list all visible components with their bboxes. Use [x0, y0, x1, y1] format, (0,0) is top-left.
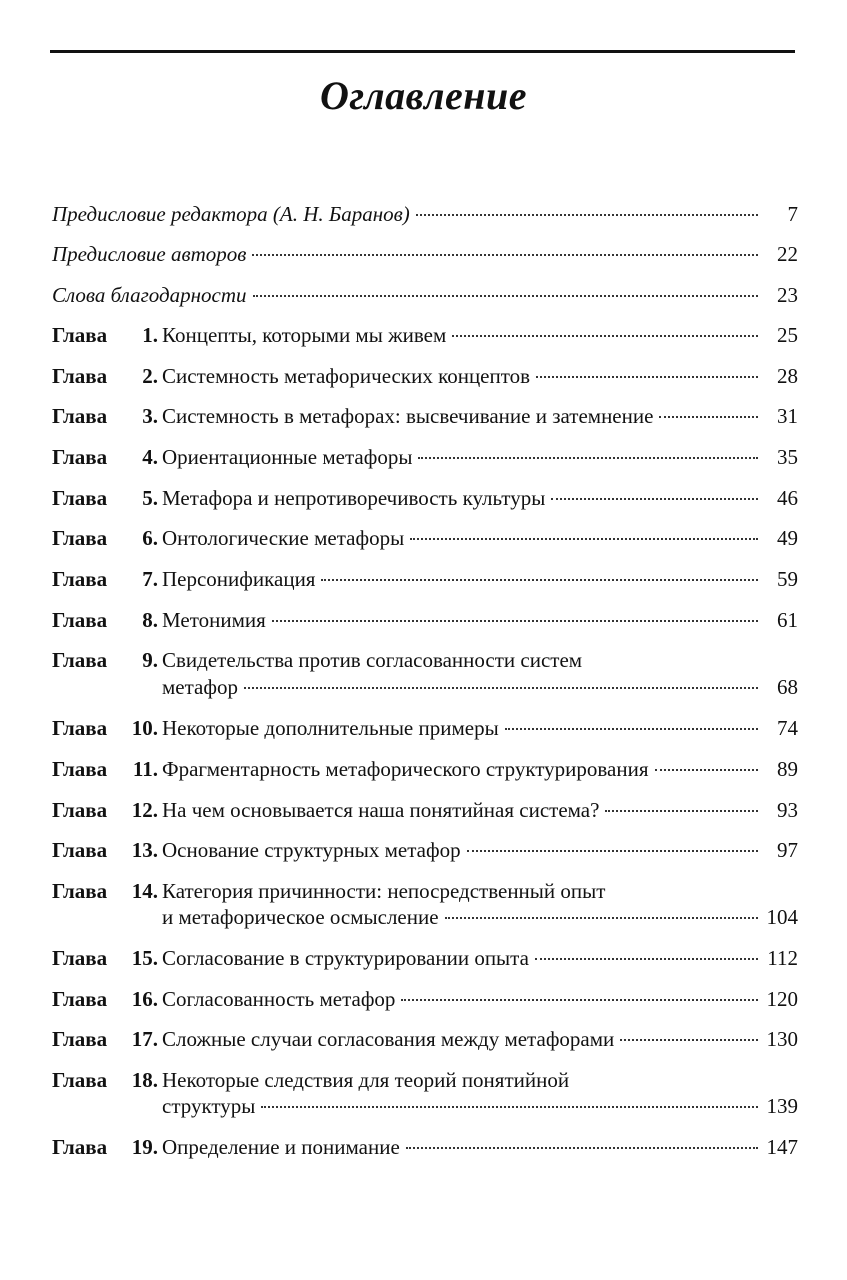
chapter-label — [52, 1068, 162, 1092]
chapter-number: 18. — [131, 1068, 158, 1092]
page-number: 46 — [777, 486, 798, 510]
page-number: 120 — [766, 987, 798, 1011]
chapter-label — [52, 1135, 162, 1159]
dot-leader — [401, 999, 758, 1001]
toc-chapter-entry[interactable] — [52, 946, 798, 970]
chapter-label — [52, 445, 162, 469]
chapter-label — [52, 946, 162, 970]
toc-chapter-entry[interactable] — [52, 323, 798, 347]
chapter-number: 15. — [131, 946, 158, 970]
toc-chapter-entry-continued[interactable] — [52, 1068, 798, 1092]
chapter-label — [52, 879, 162, 903]
dot-leader — [659, 416, 758, 418]
entry-title: Фрагментарность метафорического структурирования — [162, 757, 649, 781]
page-number: 7 — [787, 202, 798, 226]
chapter-word: Глава — [52, 648, 108, 672]
entry-title: Сложные случаи согласования между метафорами — [162, 1027, 615, 1051]
chapter-label — [52, 526, 162, 550]
page-number: 25 — [777, 323, 798, 347]
chapter-word: Глава — [52, 608, 108, 632]
page-number: 74 — [777, 716, 798, 740]
toc-front-entry[interactable] — [52, 283, 798, 307]
chapter-label — [52, 648, 162, 672]
dot-leader — [536, 376, 758, 378]
entry-title: Метафора и непротиворечивость культуры — [162, 486, 546, 510]
toc-chapter-entry[interactable] — [52, 838, 798, 862]
entry-title: и метафорическое осмысление — [162, 905, 439, 929]
page-number: 22 — [777, 242, 798, 266]
toc-front-entry[interactable] — [52, 242, 798, 266]
entry-title: метафор — [162, 675, 238, 699]
chapter-label — [52, 838, 162, 862]
chapter-number: 2. — [142, 364, 158, 388]
entry-title: Согласование в структурировании опыта — [162, 946, 529, 970]
page-number: 97 — [777, 838, 798, 862]
dot-leader — [252, 254, 758, 256]
entry-title: Ориентационные метафоры — [162, 445, 413, 469]
page-number: 31 — [777, 404, 798, 428]
chapter-label — [52, 323, 162, 347]
entry-title: Метонимия — [162, 608, 266, 632]
page-number: 23 — [777, 283, 798, 307]
chapter-word: Глава — [52, 567, 108, 591]
toc-chapter-entry[interactable] — [52, 987, 798, 1011]
page-number: 89 — [777, 757, 798, 781]
toc-chapter-entry[interactable] — [52, 404, 798, 428]
entry-title: Некоторые следствия для теорий понятийной — [162, 1068, 570, 1092]
chapter-number: 5. — [142, 486, 158, 510]
dot-leader — [445, 917, 758, 919]
chapter-word: Глава — [52, 1068, 108, 1092]
dot-leader — [467, 850, 758, 852]
chapter-word: Глава — [52, 526, 108, 550]
entry-title: Системность метафорических концептов — [162, 364, 531, 388]
toc-chapter-entry[interactable] — [52, 905, 798, 929]
chapter-word: Глава — [52, 486, 108, 510]
toc-chapter-entry-continued[interactable] — [52, 648, 798, 672]
toc-chapter-entry-continued[interactable] — [52, 879, 798, 903]
page-number: 59 — [777, 567, 798, 591]
dot-leader — [605, 810, 758, 812]
chapter-word: Глава — [52, 716, 108, 740]
chapter-word: Глава — [52, 1135, 108, 1159]
entry-title: Категория причинности: непосредственный опыт — [162, 879, 606, 903]
chapter-word: Глава — [52, 798, 108, 822]
chapter-word: Глава — [52, 946, 108, 970]
chapter-number: 4. — [142, 445, 158, 469]
dot-leader — [655, 769, 759, 771]
chapter-word: Глава — [52, 987, 108, 1011]
chapter-number: 11. — [132, 757, 158, 781]
toc-chapter-entry[interactable] — [52, 1135, 798, 1159]
dot-leader — [416, 214, 758, 216]
chapter-number: 9. — [142, 648, 158, 672]
chapter-label — [52, 987, 162, 1011]
chapter-number: 19. — [131, 1135, 158, 1159]
entry-title: структуры — [162, 1094, 256, 1118]
chapter-label — [52, 798, 162, 822]
entry-title: Свидетельства против согласованности систем — [162, 648, 583, 672]
page-number: 49 — [777, 526, 798, 550]
toc-chapter-entry[interactable] — [52, 1094, 798, 1118]
entry-title: На чем основывается наша понятийная система? — [162, 798, 600, 822]
chapter-word: Глава — [52, 404, 108, 428]
chapter-word: Глава — [52, 1027, 108, 1051]
entry-title: Онтологические метафоры — [162, 526, 405, 550]
dot-leader — [620, 1039, 758, 1041]
entry-title: Концепты, которыми мы живем — [162, 323, 447, 347]
page-number: 130 — [766, 1027, 798, 1051]
chapter-number: 7. — [142, 567, 158, 591]
toc-chapter-entry[interactable] — [52, 445, 798, 469]
dot-leader — [505, 728, 758, 730]
chapter-word: Глава — [52, 838, 108, 862]
chapter-label — [52, 486, 162, 510]
chapter-label — [52, 404, 162, 428]
page-number: 139 — [766, 1094, 798, 1118]
entry-title: Персонификация — [162, 567, 316, 591]
page-title: Оглавление — [319, 73, 527, 118]
chapter-word: Глава — [52, 445, 108, 469]
chapter-label — [52, 567, 162, 591]
toc-chapter-entry[interactable] — [52, 675, 798, 699]
toc-chapter-entry[interactable] — [52, 486, 798, 510]
toc-chapter-entry[interactable] — [52, 1027, 798, 1051]
chapter-number: 8. — [142, 608, 158, 632]
dot-leader — [253, 295, 758, 297]
page-number: 28 — [777, 364, 798, 388]
toc-chapter-entry[interactable] — [52, 526, 798, 550]
toc-chapter-entry[interactable] — [52, 757, 798, 781]
chapter-number: 14. — [131, 879, 158, 903]
chapter-label — [52, 1027, 162, 1051]
page-number: 35 — [777, 445, 798, 469]
dot-leader — [272, 620, 758, 622]
chapter-number: 13. — [131, 838, 158, 862]
dot-leader — [418, 457, 758, 459]
chapter-label — [52, 757, 162, 781]
dot-leader — [321, 579, 758, 581]
chapter-number: 17. — [131, 1027, 158, 1051]
dot-leader — [535, 958, 758, 960]
chapter-word: Глава — [52, 879, 108, 903]
dot-leader — [452, 335, 758, 337]
page-number: 112 — [767, 946, 798, 970]
chapter-number: 3. — [142, 404, 158, 428]
chapter-label — [52, 364, 162, 388]
dot-leader — [261, 1106, 758, 1108]
toc-chapter-entry[interactable] — [52, 567, 798, 591]
chapter-word: Глава — [52, 757, 108, 781]
chapter-label — [52, 716, 162, 740]
entry-title: Предисловие редактора (А. Н. Баранов) — [52, 202, 410, 226]
page-number: 147 — [766, 1135, 798, 1159]
entry-title: Системность в метафорах: высвечивание и затемнение — [162, 404, 654, 428]
chapter-label — [52, 608, 162, 632]
toc-chapter-entry[interactable] — [52, 798, 798, 822]
toc-front-entry[interactable] — [52, 202, 798, 226]
entry-title: Основание структурных метафор — [162, 838, 461, 862]
chapter-word: Глава — [52, 364, 108, 388]
toc-chapter-entry[interactable] — [52, 364, 798, 388]
dot-leader — [551, 498, 758, 500]
entry-title: Предисловие авторов — [52, 242, 247, 266]
toc-chapter-entry[interactable] — [52, 716, 798, 740]
entry-title: Согласованность метафор — [162, 987, 396, 1011]
page-number: 68 — [777, 675, 798, 699]
chapter-number: 16. — [131, 987, 158, 1011]
chapter-number: 6. — [142, 526, 158, 550]
chapter-number: 10. — [131, 716, 158, 740]
page-number: 104 — [766, 905, 798, 929]
dot-leader — [244, 687, 758, 689]
dot-leader — [406, 1147, 758, 1149]
chapter-word: Глава — [52, 323, 108, 347]
chapter-number: 12. — [131, 798, 158, 822]
toc-chapter-entry[interactable] — [52, 608, 798, 632]
page-number: 61 — [777, 608, 798, 632]
entry-title: Слова благодарности — [52, 283, 247, 307]
page-number: 93 — [777, 798, 798, 822]
entry-title: Определение и понимание — [162, 1135, 400, 1159]
chapter-number: 1. — [142, 323, 158, 347]
entry-title: Некоторые дополнительные примеры — [162, 716, 499, 740]
dot-leader — [410, 538, 758, 540]
